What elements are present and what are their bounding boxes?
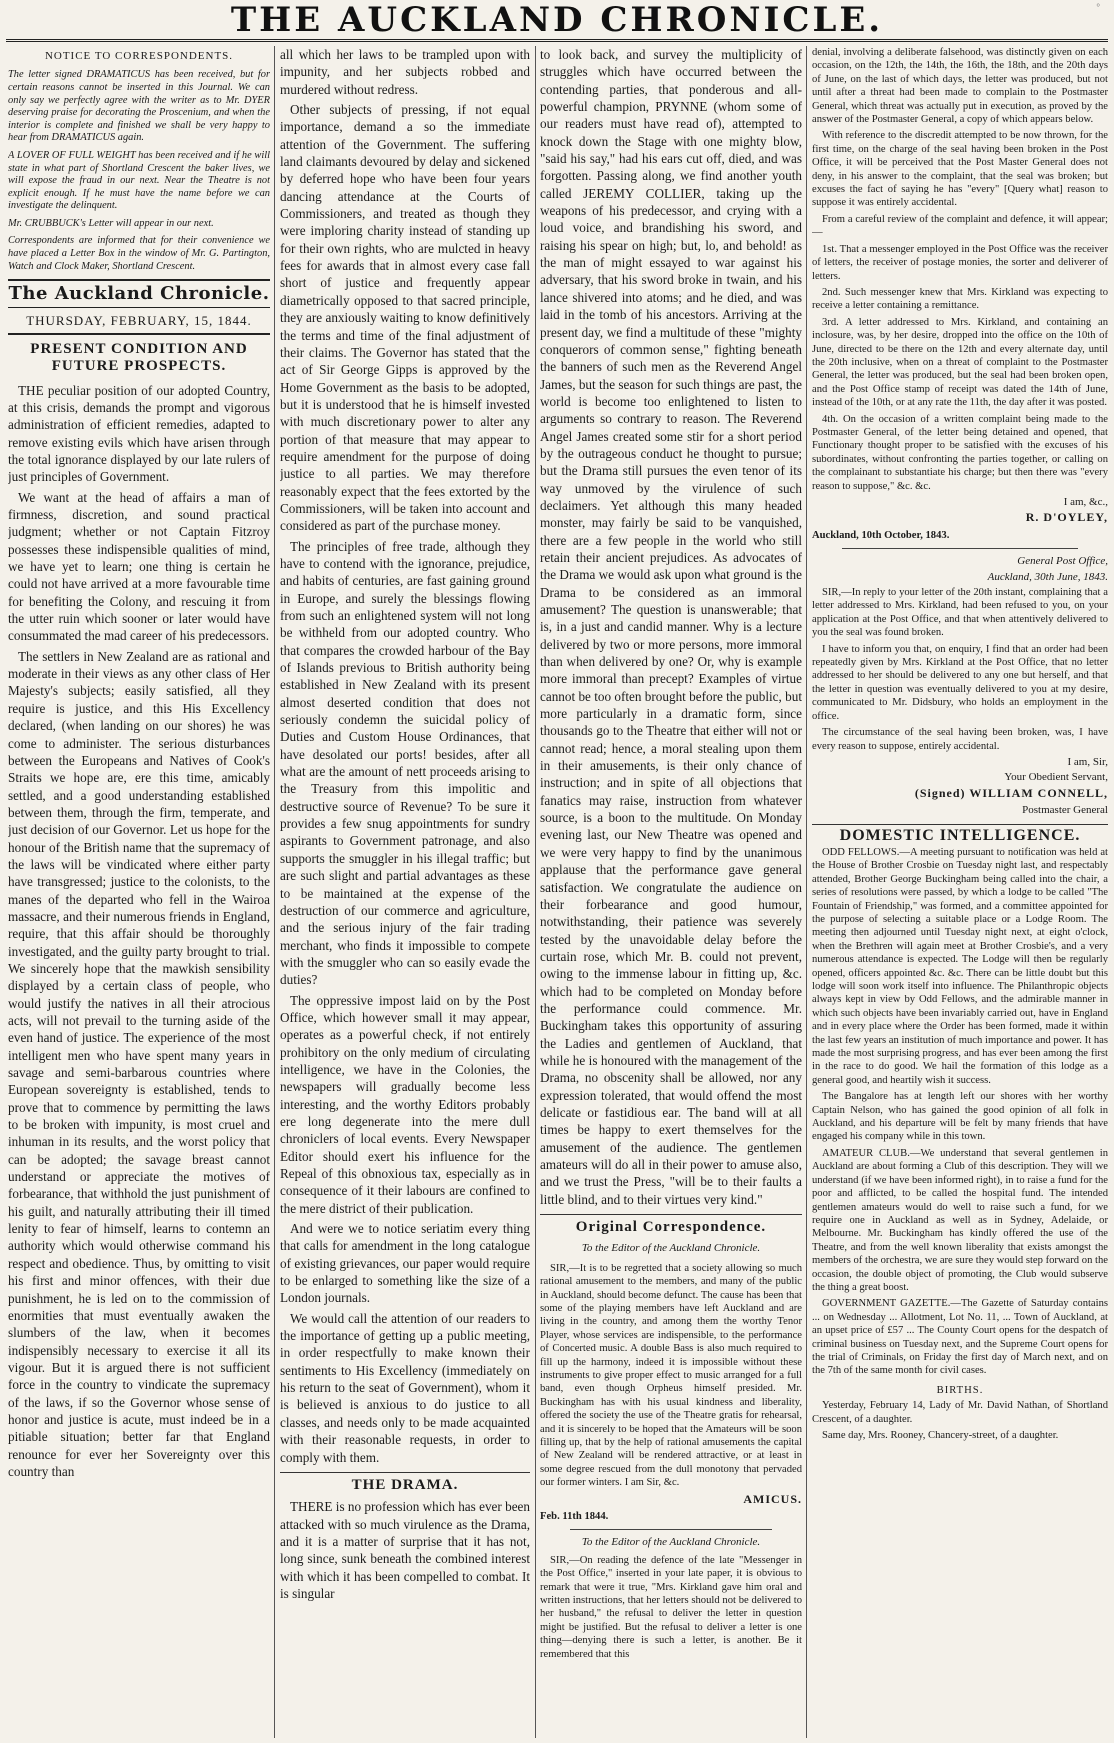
drama-paragraph: THERE is no profession which has ever been attacked with so much virulence as the Drama, and it is a matter of surprise that it has not, long since, sunk beneath the combined interest with which it has been compelled to combat. It is singular: [280, 1499, 530, 1601]
notice-item: Correspondents are informed that for their convenience we have placed a Letter Box in the window of Mr. G. Partington, Watch and Clock Maker, Shortland Crescent.: [8, 235, 270, 272]
signature-name: R. D'OYLEY,: [1025, 510, 1108, 525]
article-paragraph: all which her laws to be trampled upon with impunity, and her subjects robbed and murdered without redress.: [280, 47, 530, 97]
domestic-paragraph: GOVERNMENT GAZETTE.—The Gazette of Saturday contains ... on Wednesday ... Allotment, Lot No. 11, ... Town of Auckland, at an upset price of £57 ... The County Court opens for the despatch of criminal business on Tuesday next, and the Supreme Court opens for the trial of Criminals, on Friday the first day of March next, and on the 7th of the same month for civil cases.: [812, 1298, 1108, 1377]
notices-block: [8, 69, 270, 273]
article-paragraph: We want at the head of affairs a man of firmness, discretion, and sound practical judgment; whether or not Captain Fitzroy possesses these indispensible qualities of mind, we have yet to learn; one thing is certain he could not have arrived at a more favourable time for benefiting the Colony, and rescuing it from the utter ruin which sooner or later would have consummated the mad career of his predecessors.: [8, 489, 270, 644]
domestic-title: DOMESTIC INTELLIGENCE.: [812, 824, 1108, 842]
article-paragraph: Other subjects of pressing, if not equal importance, demand a so the immediate attention of the Government. The suffering land claimants devoured by delay and sickened by deferred hope who have been four years dancing attendance at the Courts of Commissioners, and treated as though they were imploring charity instead of standing up for their own rights, who are mulcted in heavy fees for awards that in almost every case fall short of justice and frequently appear diametrically opposed to that sacred principle, they are anxiously waiting to know definitively the terms and time of the final adjustment of their claims. The Governor has stated that the act of Sir George Gipps is approved by the Home Government as the basis to be adopted, but it is understood that he is himself invested with much discretionary power to alter any portion of that measure that may appear to require amendment for the purpose of doing justice to all parties. We may therefore reasonably expect that the fees extorted by the Commissioners, will be taken into account and considered as part of the purchase money.: [280, 102, 530, 534]
correspondence-title: Original Correspondence.: [540, 1214, 802, 1236]
letter-paragraph: From a careful review of the complaint and defence, it will appear;—: [812, 213, 1108, 239]
letter-paragraph: With reference to the discredit attempted to be now thrown, for the first time, on the charge of the seal having been broken in the Post Office, it will be perceived that the Post Master General does not deny, in his answer to the complaint, that the seal was broken; but excuses the fact of saying he has "every" [Query what] reason to suppose it was entirely accidental.: [812, 130, 1108, 209]
notice-item: The letter signed DRAMATICUS has been received, but for certain reasons cannot be inserted in this Journal. We can only say we perfectly agree with the writer as to Mr. DYER deserving praise for decorating the Proscenium, and when the interior is complete and finished we shall be very happy to hear from DRAMATICUS again.: [8, 69, 270, 144]
letter-text: SIR,—On reading the defence of the late "Messenger in the Post Office," inserted in your late paper, it is obvious to remark that were it true, "Mrs. Kirkland gave him oral and written instructions, that her letters should not be delivered to her husband," the refusal to deliver the letter in question might be justified. But the refusal to deliver a letter is one thing—denying there is such a letter, is another. Be it remembered that this: [540, 1554, 802, 1660]
notice-heading: NOTICE TO CORRESPONDENTS.: [44, 50, 234, 62]
drama-title: THE DRAMA.: [280, 1472, 530, 1494]
letter-signature: AMICUS.: [743, 1491, 802, 1506]
notice-item: Mr. CRUBBUCK's Letter will appear in our next.: [8, 217, 214, 229]
signature-line: Postmaster General: [1022, 804, 1108, 817]
paper-name: The Auckland Chronicle.: [8, 279, 270, 307]
letter-paragraph: 4th. On the occasion of a written complaint being made to the Postmaster General, of the letter being detained and opened, that Functionary thought proper to be satisfied with the excuses of his subordinates, without confronting the parties together, or calling on the complainant to substantiate his charge; but then there was "every reason to suppose," &c. &c.: [812, 413, 1108, 492]
birth-item: Yesterday, February 14, Lady of Mr. David Nathan, of Shortland Crescent, of a daughter.: [812, 1400, 1108, 1425]
masthead: [6, 0, 1108, 42]
article-paragraph: THE peculiar position of our adopted Country, at this crisis, demands the prompt and vigorous administration of efficient remedies, adapted to remove existing evils which have arisen through the total ignorance displayed by our late rulers of just principles of Government.: [8, 382, 270, 485]
correspondence-subhead: To the Editor of the Auckland Chronicle.: [581, 1536, 761, 1549]
letter-text: SIR,—It is to be regretted that a society allowing so much rational amusement to the members, and many of the public in Auckland, should become defunct. The cause has been that some of the playing members have left Auckland and are living in the country, and among them the worthy Tenor Player, whose services are indispensible, to the performance of Concerted music. A double Bass is also much required to fill up the harmony, indeed it is impossible without these instruments to give proper effect to music arranged for a full band, even though Orpheus himself presided. Mr. Buckingham has with his usual kindness and liberality, offered the society the use of the Theatre gratis for rehearsal, and it is sincerely to be hoped that the Amateurs will be soon filling up, that by the help of rational amusements the capital of New Zealand will be rendered attractive, or at least in some degree rescued from the dull monotony that pervaded our former winters. I am Sir, &c.: [540, 1262, 802, 1489]
signature-name: (Signed) WILLIAM CONNELL,: [914, 785, 1108, 800]
column-rule: [806, 46, 807, 1738]
drama-paragraph: to look back, and survey the multiplicity of struggles which have occurred between the contending parties, that ponderous and all-powerful champion, PRYNNE (whom some of our readers must have read of), attempted to knock down the Stage with one mighty blow, "said his say," had his ears cut off, died, and was forgotten. Passing along, we find another youth called JEREMY COLLIER, taking up the weapons of his predecessor, and crying with a loud voice, and brandishing his sword, and raising his spear on high; but, lo, and behold! as the man of might essayed to war against his adversary, that his sword broke in twain, and his lance shivered into atoms; and he died, and was laid in the tomb of his ancestors. Arriving at the present day, we find a multitude of these "mighty conquerors of common sense," fighting beneath the banners of such men as the Reverend Angel James, but the season for such things are past, the world is become too enlightened to listen to arguments so contrary to reason. The Reverend Angel James created some stir for a short period by the outrageous conduct he thought to pursue; but the Drama still pursues the even tenor of its way unmoved by the virulence of such declaimers. Yet although this many headed monster, may fairly be said to be vanquished, there are a few people in the world who still retain their ancient prejudices. As advocates of the Drama we would ask upon what ground is the Drama to be considered as an immoral amusement? The question is unanswerable; that is, in a just and candid manner. Why is a lecture delivered by two or more persons, more immoral than when delivered by one? Or, why is example more immoral than precept? Examples of virtue cannot be too often brought before the public, but more particularly in a dramatic form, since thousands go to the Theatre that either will not or cannot read; hence, a moral stealing upon them in their amusements, is their only chance of instruction; and in spite of all objections that fanatics may raise, instruction from whatever source, is a boon to the multitude. On Monday evening last, our New Theatre was opened and we were very happy to find by the unanimous applause that the performance gave general satisfaction. We congratulate the audience on their forbearance and good humour, notwithstanding, their patience was severely tested by the unavoidable delay before the curtain rose, which Mr. B. could not prevent, owing to the immense labour in fitting up, &c. which had to be completed on Monday before the performance could commence. Mr. Buckingham takes this opportunity of assuring the Ladies and gentlemen of Auckland, that while he is honoured with the management of the Drama, no obscenity shall be allowed, nor any expression tolerated, that would offend the most delicate or fastidious ear. The band will at all times be happy to exert themselves for the amusement of the audience. The gentlemen amateurs will do all in their power to amuse also, and we trust the Press, "will be to their faults a little blind, and to their virtues very kind.": [540, 47, 802, 1207]
signature-line: I am, Sir,: [1067, 755, 1108, 768]
letter-paragraph: 3rd. A letter addressed to Mrs. Kirkland, and containing an inclosure, was, by her desire, dropped into the office on the 10th of June, directed to be there on the 12th and every alternate day, until the 20th inclusive, when on a threat of complaint to the Postmaster General, the letter was produced, but the seal had been broken open, and the Post Office stamp of receipt was dated the 14th of June, instead of the 10th, or at any rate the 11th, the day after it was posted.: [812, 316, 1108, 409]
column-1: [8, 46, 270, 1738]
column-2: [280, 46, 530, 1738]
gpo-paragraph: I have to inform you that, on enquiry, I find that an order had been repeatedly given by Mrs. Kirkland at the Post Office, that no letter addressed to her should be delivered to any one but herself, and that the letter in question was eventually delivered to you at my desire, communicated to Mr. Didsbury, who holds an employment in the office.: [812, 643, 1108, 722]
dateline: THURSDAY, FEBRUARY, 15, 1844.: [8, 312, 270, 335]
column-3: [540, 46, 802, 1738]
masthead-title: THE AUCKLAND CHRONICLE.: [230, 0, 884, 40]
signature-line: Your Obedient Servant,: [1004, 771, 1108, 784]
column-rule: [274, 46, 275, 1738]
letter-paragraph: denial, involving a deliberate falsehood, was distinctly given on each occasion, on the 12th, the 14th, the 16th, the 18th, and the 20th days of June, on the last of which days, the letter was produced, but not until after a threat had been made to complain to the Postmaster General, which threat was actually put in execution, as proved by the answer of the Postmaster General, a copy of which appears below.: [812, 47, 1108, 126]
article-paragraph: We would call the attention of our readers to the importance of getting up a public meeting, in order respectfully to make known their sentiments to His Excellency (immediately on his return to the seat of Government), whom it is believed is anxious to do justice to all classes, and needs only to be made acquainted with their reasonable requests, in order to comply with them.: [280, 1310, 530, 1465]
column-rule: [535, 46, 536, 1738]
article-paragraph: The principles of free trade, although they have to contend with the ignorance, prejudice, and habits of centuries, are fast gaining ground in Europe, and surely the blessings flowing from such an enlightened system will not long be withheld from our adopted country. Who that compares the crowded harbour of the Bay of Islands previous to British authority being established in New Zealand with its present almost deserted condition that does not seriously condemn the suicidal policy of Duties and Custom House Ordinances, that have desolated our ports! besides, after all what are the amount of nett proceeds arising to the Treasury from this impolitic and destructive source of Revenue? To be sure it provides a few snug appointments for sundry aspirants to Government patronage, and also supports the smuggler in his illegal traffic; but are such slight and partial advantages as these to be maintained at the expense of the destruction of our commerce and agriculture, and the serious injury of the fair trading merchant, who finds it impossible to compete with the smuggler who can so easily evade the duties?: [280, 538, 530, 988]
gpo-paragraph: SIR,—In reply to your letter of the 20th instant, complaining that a letter addressed to Mrs. Kirkland, had been refused to you, on your application at the Post Office, and that when attentively delivered to you the seal was found broken.: [812, 587, 1108, 639]
births-title: BIRTHS.: [936, 1384, 984, 1396]
domestic-paragraph: ODD FELLOWS.—A meeting pursuant to notification was held at the House of Brother Crosbie on Tuesday night last, and respectably attended, Brother George Buckingham being called into the chair, a series of resolutions were passed, by which a lodge to be called "The Fountain of Friendship," was formed, and a committee appointed for the purpose of selecting a suitable place or a Lodge Room. The meeting then adjourned until Tuesday night next, at eight o'clock, when the Brethren will again meet at Brother Crosbie's, and a very numerous attendance is expected. The Lodge will then be regularly opened, officers appointed &c. &c. There can be little doubt but this lodge will soon work itself into influence. The Philanthropic objects always kept in view by Odd Fellows, and the admirable manner in which such objects have been invariably carried out, have in England and in every place where the Order has been formed, made it within the last few years an institution of much importance and power. It has made the most surprising progress, and has ever been among the first in the race to do good. We hail the formation of this lodge as a general good, and heartily wish it success.: [812, 846, 1108, 1086]
letter-date: Auckland, 10th October, 1843.: [812, 529, 950, 541]
gpo-date: Auckland, 30th June, 1843.: [987, 570, 1108, 583]
correspondence-subhead: To the Editor of the Auckland Chronicle.: [581, 1242, 761, 1255]
article-paragraph: And were we to notice seriatim every thing that calls for amendment in the long catalogue of existing grievances, our paper would require to be enlarged to something like the size of a London journals.: [280, 1221, 530, 1306]
article-paragraph: The oppressive impost laid on by the Post Office, which however small it may appear, operates as a powerful check, if not entirely prohibitory on the only medium of circulating intelligence, we have in the Colonies, the newspapers will gradually become less interesting, and the worthy Editors probably ere long degenerate into the mere dull chroniclers of local events. Every Newspaper Editor should exert his influence for the Repeal of this obnoxious tax, especially as in consequence of it their labours are confined to the mere district of their publication.: [280, 992, 530, 1216]
letter-block: [540, 1262, 802, 1661]
domestic-paragraph: AMATEUR CLUB.—We understand that several gentlemen in Auckland are about forming a Club of this description. They will we understand (if we have been informed right), in to raise a fund for the poor and afflicted, to be called the hospital fund. The intended gentlemen amateurs would do well to raise such a fund, for we require one in Auckland as well as in Sydney, Adelaide, or Melbourne. Mr. Buckingham has kindly offered the use of the Theatre, and from the well known liberality that exists amongst the members of the orchestra, we are sure they would step forward on the occasion, the double object of promoting, the Club would subserve the thing a great boost.: [812, 1147, 1108, 1293]
gpo-paragraph: The circumstance of the seal having been broken, was, I have every reason to suppose, entirely accidental.: [812, 727, 1108, 752]
divider: [570, 1529, 772, 1530]
column-4: [812, 46, 1108, 1738]
divider: [842, 548, 1078, 549]
letter-date: Feb. 11th 1844.: [540, 1511, 609, 1523]
signature-line: I am, &c.,: [1063, 496, 1108, 508]
birth-item: Same day, Mrs. Rooney, Chancery-street, of a daughter.: [822, 1430, 1059, 1441]
letter-paragraph: 1st. That a messenger employed in the Post Office was the receiver of letters, the receiver of postage monies, the sorter and deliverer of letters.: [812, 243, 1108, 282]
corner-mark: °: [1096, 2, 1100, 12]
notice-item: A LOVER OF FULL WEIGHT has been received and if he will state in what part of Shortland Crescent the baker lives, we will expose the fraud in our next. Near the Theatre is not explicit enough. If he must have the name before we can investigate the delinquent.: [8, 149, 270, 212]
domestic-paragraph: The Bangalore has at length left our shores with her worthy Captain Nelson, who has gained the good opinion of all folk in Auckland, and his departure will be felt by many friends that have engaged his company while in this town.: [812, 1091, 1108, 1143]
article-paragraph: The settlers in New Zealand are as rational and moderate in their views as any other class of Her Majesty's subjects; easily satisfied, all they require is justice, and this His Excellency declared, (when landing on our shores) he was come to administer. The serious disturbances between the Europeans and Natives of Cook's Straits we hope are, ere this time, amicably settled, and a good understanding established between them, through the firm, temperate, and just decision of our Governor. Let us hope for the honour of the British name that the supremacy of the laws will be vindicated where either party have transgressed; justice to the colonists, to the manes of the departed who fell in the Wairoa massacre, and their numerous friends in England, require, that this affair should be thoroughly investigated, and the guilty party brought to trial. We sincerely hope that the mawkish sensibility displayed by a certain class of people, who would justify the natives in all their atrocious acts, will not prevail to the turning aside of the even hand of justice. The experience of the most intelligent men who have spent many years in savage and semi-barbarous countries where European sovereignty is established, tends to prove that to commence by permitting the laws to be broken with impunity, is most cruel and inhuman in its results, and the worst policy that can be adopted; the savage breast cannot understand or appreciate the motives of forbearance, that withhold the just punishment of his guilt, and naturally attributing their ill timed lenity to fear of himself, learns to contemn an authority which would otherwise command his respect and obedience. Thus, by omitting to visit his first and minor offences, with their due punishment, he is led on to the commission of enormities that must eventually awaken the slumbers of the law, when it becomes indispensibly necessary to exercise it all its vigour. But it is argued there is not sufficient force in the country to vindicate the supremacy of the laws, if so the Governor whose sense of honor and justice is acute, must indeed be in a pitiable situation; better far that England renounce for ever her Sovereignty over this country than: [8, 648, 270, 1479]
article-title: PRESENT CONDITION AND FUTURE PROSPECTS.: [30, 340, 248, 375]
letter-paragraph: 2nd. Such messenger knew that Mrs. Kirkland was expecting to receive a letter containing a remittance.: [812, 286, 1108, 312]
gpo-heading: General Post Office,: [1017, 555, 1108, 568]
